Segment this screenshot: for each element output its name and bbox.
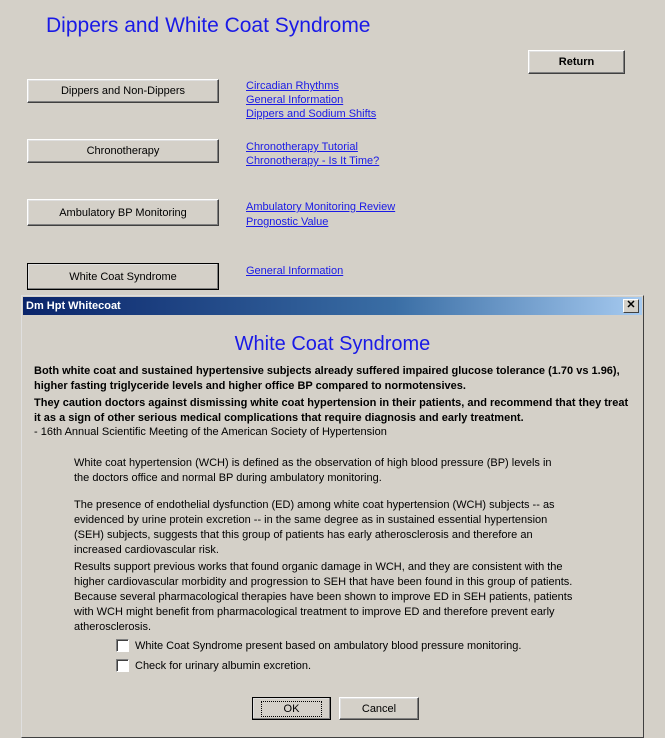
paragraph-endothelial-dysfunction: The presence of endothelial dysfunction (ED) among white coat hypertension (WCH) subjects -- as evidenced by urine protein excretion -- in the same degree as in sustained essential hypertension (SEH) subjects, suggests that this group of patients has early atherosclerosis and therefore an increased cardiovascular risk. [74,499,555,556]
link-general-information-dippers[interactable]: General Information [246,94,344,106]
white-coat-syndrome-button[interactable]: White Coat Syndrome [27,263,219,290]
checkbox-row-wcs-present[interactable] [116,639,521,652]
dippers-non-dippers-button[interactable]: Dippers and Non-Dippers [27,79,219,103]
bold-paragraph-1: Both white coat and sustained hypertensive subjects already suffered impaired glucose tolerance (1.70 vs 1.96), higher fasting triglyceride levels and higher office BP compared to normotensives. [34,365,620,392]
checkbox-row-urinary-albumin[interactable] [116,659,311,672]
page-title: Dippers and White Coat Syndrome [46,14,371,37]
dialog-window-title: Dm Hpt Whitecoat [26,300,121,312]
ok-button[interactable] [252,697,331,720]
dialog-titlebar[interactable] [23,297,642,315]
dialog-heading: White Coat Syndrome [234,333,431,355]
checkbox-label: Check for urinary albumin excretion. [135,659,312,672]
checkbox-wcs-present[interactable] [116,639,129,652]
ambulatory-bp-monitoring-button[interactable]: Ambulatory BP Monitoring [27,199,219,226]
ok-label: OK [261,701,323,717]
link-dippers-sodium-shifts[interactable]: Dippers and Sodium Shifts [246,108,377,120]
link-chronotherapy-tutorial[interactable]: Chronotherapy Tutorial [246,141,358,153]
link-ambulatory-monitoring-review[interactable]: Ambulatory Monitoring Review [246,201,396,213]
checkbox-urinary-albumin[interactable] [116,659,129,672]
cancel-button[interactable]: Cancel [339,697,419,720]
link-circadian-rhythms[interactable]: Circadian Rhythms [246,80,339,92]
link-prognostic-value[interactable]: Prognostic Value [246,216,329,228]
link-chronotherapy-is-it-time[interactable]: Chronotherapy - Is It Time? [246,155,380,167]
white-coat-dialog [21,295,644,738]
link-general-information-wcs[interactable]: General Information [246,265,344,277]
chronotherapy-button[interactable]: Chronotherapy [27,139,219,163]
close-icon[interactable]: ✕ [623,299,639,313]
citation-text: - 16th Annual Scientific Meeting of the American Society of Hypertension [34,426,387,438]
bold-paragraph-2: They caution doctors against dismissing white coat hypertension in their patients, and recommend that they treat it as a sign of other serious medical complications that require diagnosis and early treatment. [34,397,629,424]
paragraph-wch-definition: White coat hypertension (WCH) is defined as the observation of high blood pressure (BP) levels in the doctors office and normal BP during ambulatory monitoring. [74,457,552,484]
return-button[interactable]: Return [528,50,625,74]
paragraph-results: Results support previous works that found organic damage in WCH, and they are consistent with the higher cardiovascular morbidity and progression to SEH that have been found in this group of patients. Because several pharmacological therapies have been shown to improve ED in SEH patients, patients with WCH might benefit from pharmacological treatment to improve ED and therefore prevent early atherosclerosis. [74,561,573,633]
checkbox-label: White Coat Syndrome present based on ambulatory blood pressure monitoring. [135,639,522,652]
